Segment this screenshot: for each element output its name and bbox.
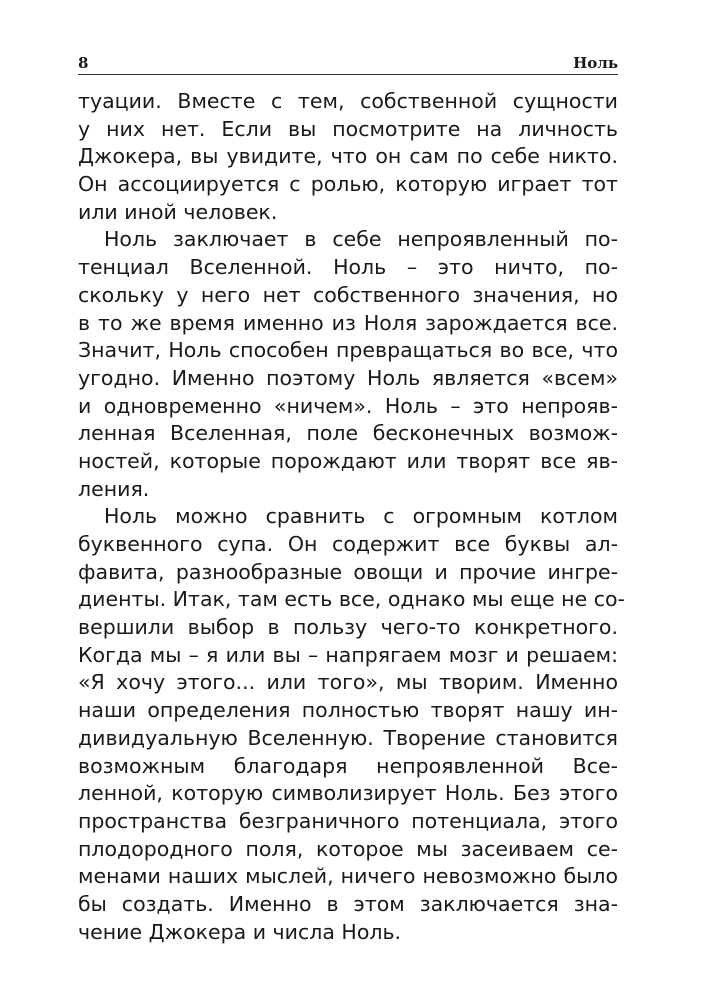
text-line: тенциал Вселенной. Ноль – это ничто, по- [78, 255, 618, 280]
paragraph [78, 503, 625, 946]
text-line: ленной, которую символизирует Ноль. Без этого [78, 781, 618, 806]
text-line: ления. [78, 476, 150, 501]
text-line: менами наших мыслей, ничего невозможно было [78, 864, 618, 889]
page-header [78, 54, 618, 75]
paragraph [78, 226, 618, 503]
text-line: наши определения полностью творят нашу ин- [78, 698, 618, 723]
text-line: ленная Вселенная, поле бесконечных возмож- [78, 421, 618, 446]
text-line: и одновременно «ничем». Ноль – это непрояв- [78, 393, 618, 418]
text-line: скольку у него нет собственного значения, но [78, 282, 618, 307]
text-line: плодородного поля, которое мы засеиваем се- [78, 836, 618, 861]
text-line: буквенного супа. Он содержит все буквы ал- [78, 532, 618, 556]
text-line: пространства безграничного потенциала, этого [78, 808, 618, 833]
text-line: возможным благодаря непроявленной Все- [78, 753, 618, 778]
text-line: «Я хочу этого... или того», мы творим. Именно [78, 670, 618, 695]
text-line: Джокера, вы увидите, что он сам по себе никто. [78, 144, 618, 169]
paragraph [78, 88, 618, 226]
page-number: 8 [78, 54, 89, 72]
text-line: Он ассоциируется с ролью, которую играет тот [78, 172, 618, 197]
text-line: фавита, разнообразные овощи и прочие ингре- [78, 559, 618, 584]
text-line: ностей, которые порождают или творят все яв- [78, 448, 618, 473]
text-line: бы создать. Именно в этом заключается зна- [78, 891, 618, 916]
text-line: чение Джокера и числа Ноль. [78, 919, 402, 944]
text-line: у них нет. Если вы посмотрите на личность [78, 116, 618, 141]
text-line: дивидуальную Вселенную. Творение становится [78, 725, 618, 750]
text-line: диенты. Итак, там есть все, однако мы еще не со- [78, 587, 625, 612]
text-line: в то же время именно из Ноля зарождается все. [78, 310, 618, 335]
text-line: Ноль можно сравнить с огромным котлом [104, 504, 618, 529]
text-line: вершили выбор в пользу чего-то конкретного. [78, 615, 618, 640]
running-title: Ноль [573, 54, 618, 72]
text-line: Ноль заключает в себе непроявленный по- [104, 227, 618, 252]
text-line: или иной человек. [78, 199, 278, 224]
text-line: туации. Вместе с тем, собственной сущности [78, 89, 618, 113]
text-line: угодно. Именно поэтому Ноль является «всем» [78, 365, 618, 390]
text-line: Значит, Ноль способен превращаться во все, что [78, 338, 618, 363]
body-text [78, 88, 625, 946]
text-line: Когда мы – я или вы – напрягаем мозг и решаем: [78, 642, 618, 667]
